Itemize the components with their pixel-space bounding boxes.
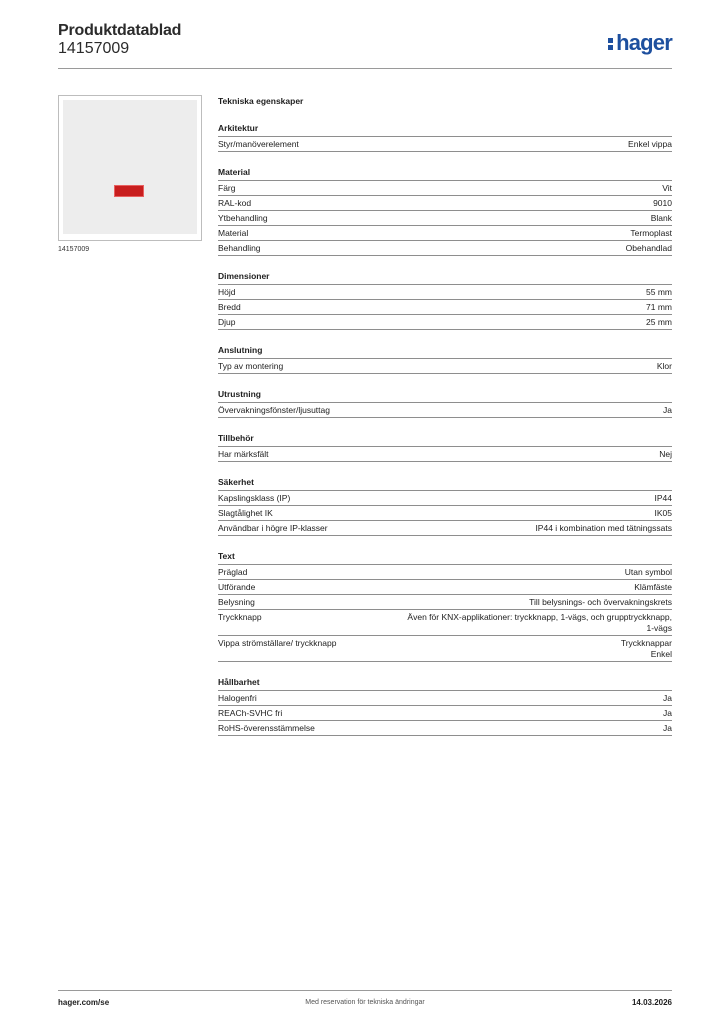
logo-text: hager	[616, 30, 672, 55]
spec-row	[218, 359, 672, 374]
spec-group	[218, 432, 672, 462]
spec-value: Även för KNX-applikationer: tryckknapp, 1-vägs, och grupptryckknapp, 1-vägs	[407, 612, 672, 633]
spec-group	[218, 676, 672, 736]
spec-row	[218, 226, 672, 241]
spec-row	[218, 196, 672, 211]
product-image	[58, 95, 202, 241]
image-caption: 14157009	[58, 246, 90, 253]
spec-groups	[218, 122, 672, 736]
spec-value: 9010	[653, 198, 672, 208]
spec-label: RoHS-överensstämmelse	[218, 723, 315, 733]
spec-value: IK05	[654, 508, 672, 518]
hager-logo	[608, 30, 672, 56]
spec-row	[218, 506, 672, 521]
spec-group-title: Tillbehör	[218, 432, 672, 447]
spec-group	[218, 122, 672, 152]
spec-value: Obehandlad	[625, 243, 672, 253]
spec-value: Tryckknappar Enkel	[620, 638, 672, 659]
spec-label: Belysning	[218, 597, 255, 607]
spec-label: Ytbehandling	[218, 213, 268, 223]
spec-value: Vit	[662, 183, 672, 193]
spec-row	[218, 565, 672, 580]
spec-row	[218, 521, 672, 536]
spec-label: Övervakningsfönster/ljusuttag	[218, 405, 330, 415]
spec-row	[218, 447, 672, 462]
spec-value: Enkel vippa	[628, 139, 672, 149]
spec-label: Kapslingsklass (IP)	[218, 493, 291, 503]
spec-label: Djup	[218, 317, 236, 327]
spec-group-title: Säkerhet	[218, 476, 672, 491]
spec-value: Termoplast	[630, 228, 672, 238]
spec-row	[218, 721, 672, 736]
spec-row	[218, 137, 672, 152]
spec-group	[218, 476, 672, 536]
spec-label: Halogenfri	[218, 693, 257, 703]
specs-heading: Tekniska egenskaper	[218, 96, 304, 106]
spec-value: 71 mm	[646, 302, 672, 312]
spec-value: Ja	[663, 693, 672, 703]
spec-value: Ja	[663, 723, 672, 733]
spec-label: Vippa strömställare/ tryckknapp	[218, 638, 337, 648]
spec-group-title: Arkitektur	[218, 122, 672, 137]
spec-value: Blank	[650, 213, 672, 223]
spec-value: IP44 i kombination med tätningssats	[535, 523, 672, 533]
spec-label: Styr/manöverelement	[218, 139, 299, 149]
spec-row	[218, 315, 672, 330]
spec-row	[218, 636, 672, 662]
spec-row	[218, 403, 672, 418]
spec-value: Nej	[659, 449, 672, 459]
spec-group-title: Text	[218, 550, 672, 565]
logo-dots-icon	[608, 37, 614, 51]
spec-row	[218, 211, 672, 226]
spec-group-title: Dimensioner	[218, 270, 672, 285]
spec-group-title: Utrustning	[218, 388, 672, 403]
page-header	[58, 22, 672, 70]
spec-label: Tryckknapp	[218, 612, 262, 622]
spec-group-title: Hållbarhet	[218, 676, 672, 691]
spec-label: Behandling	[218, 243, 261, 253]
product-number: 14157009	[58, 40, 130, 57]
spec-row	[218, 300, 672, 315]
spec-row	[218, 181, 672, 196]
spec-label: REACh-SVHC fri	[218, 708, 283, 718]
spec-row	[218, 580, 672, 595]
document-title: Produktdatablad	[58, 22, 182, 39]
spec-row	[218, 691, 672, 706]
spec-value: IP44	[654, 493, 672, 503]
spec-group	[218, 550, 672, 662]
indicator-window	[114, 185, 144, 197]
spec-value: 55 mm	[646, 287, 672, 297]
spec-group-title: Anslutning	[218, 344, 672, 359]
spec-row	[218, 595, 672, 610]
spec-label: Användbar i högre IP-klasser	[218, 523, 328, 533]
spec-group-title: Material	[218, 166, 672, 181]
spec-value: Ja	[663, 405, 672, 415]
spec-value: 25 mm	[646, 317, 672, 327]
header-divider	[58, 68, 672, 69]
spec-group	[218, 166, 672, 256]
footer-divider	[58, 990, 672, 991]
spec-value: Ja	[663, 708, 672, 718]
spec-label: Utförande	[218, 582, 256, 592]
spec-group	[218, 344, 672, 374]
website-link[interactable]: hager.com/se	[58, 998, 110, 1007]
switch-plate	[63, 100, 197, 234]
disclaimer: Med reservation för tekniska ändringar	[305, 999, 425, 1006]
spec-value: Till belysnings- och övervakningskrets	[529, 597, 672, 607]
spec-label: Färg	[218, 183, 236, 193]
spec-row	[218, 706, 672, 721]
technical-specs	[218, 96, 672, 750]
spec-group	[218, 270, 672, 330]
spec-label: Typ av montering	[218, 361, 284, 371]
spec-label: Slagtålighet IK	[218, 508, 273, 518]
spec-row	[218, 241, 672, 256]
spec-label: RAL-kod	[218, 198, 252, 208]
spec-value: Klor	[656, 361, 672, 371]
spec-label: Material	[218, 228, 249, 238]
spec-row	[218, 491, 672, 506]
document-date: 14.03.2026	[631, 998, 672, 1007]
spec-value: Klämfäste	[634, 582, 672, 592]
spec-label: Har märksfält	[218, 449, 269, 459]
spec-label: Bredd	[218, 302, 241, 312]
spec-label: Höjd	[218, 287, 236, 297]
spec-value: Utan symbol	[624, 567, 672, 577]
spec-group	[218, 388, 672, 418]
spec-label: Präglad	[218, 567, 248, 577]
spec-row	[218, 285, 672, 300]
spec-row	[218, 610, 672, 636]
